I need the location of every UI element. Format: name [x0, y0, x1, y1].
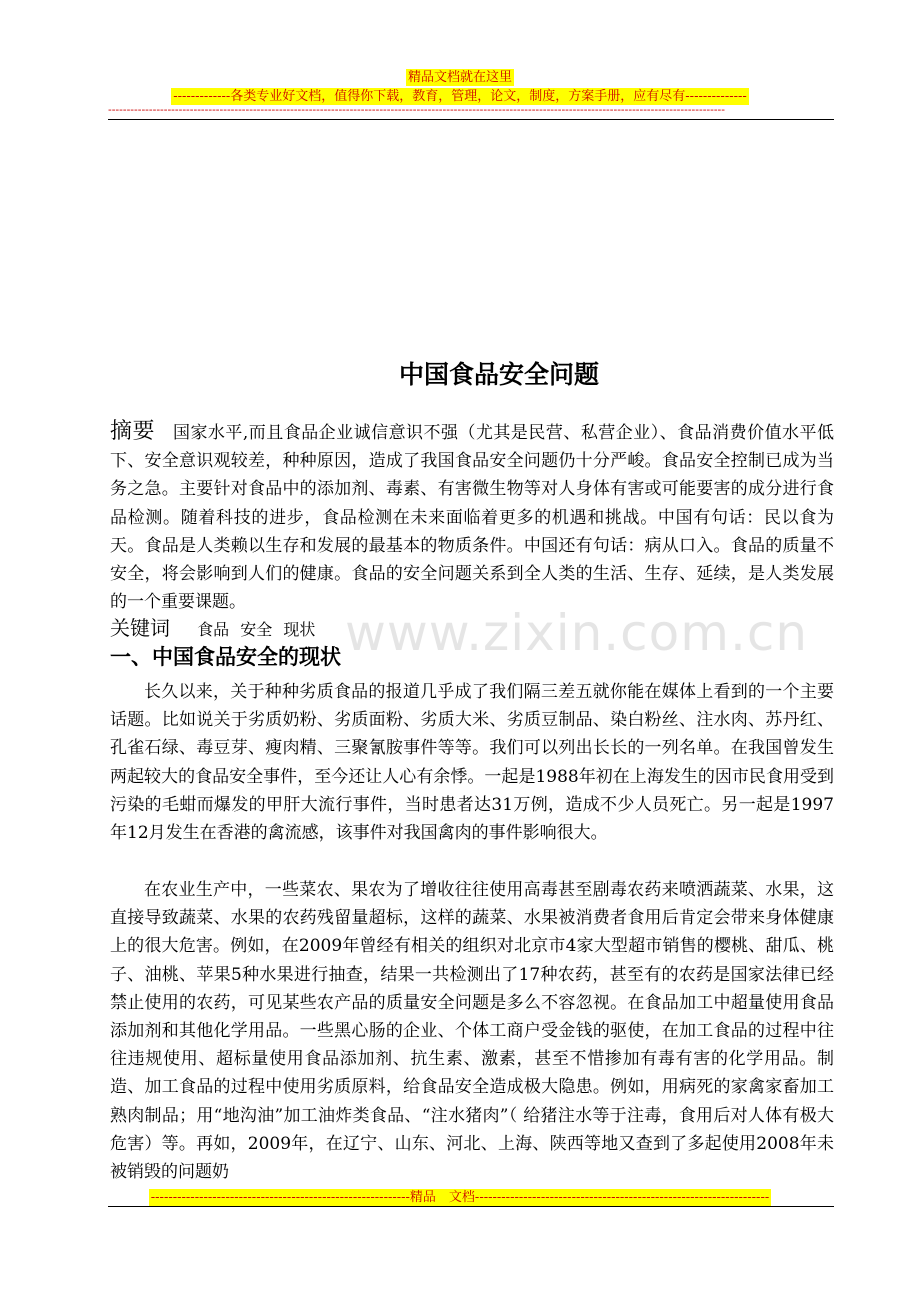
keywords-block	[110, 614, 321, 644]
abstract-label: 摘要	[110, 419, 155, 444]
footer-banner	[0, 1186, 920, 1206]
section-heading: 一、中国食品安全的现状	[110, 645, 341, 669]
header-title-text: 精品文档就在这里	[407, 70, 512, 85]
keyword-item: 现状	[283, 620, 316, 639]
abstract-text: 国家水平,而且食品企业诚信意识不强（尤其是民营、私营企业）、食品消费价值水平低下、安全意识观较差，种种原因，造成了我国食品安全问题仍十分严峻。食品安全控制已成为当 务之急。主要针对食品中的添加剂、毒素、有害微生物等对人身体有害或可能要害的成分进行食品检测。随着科技的进步，食品检测在未来面临着更多的机遇和挑战。中国有句话：民以食为天。食品是人类赖以生存和发展的最基本的物质条件。中国还有句话：病从口入。食品的质量不安全，将会影响到人们的健康。食品的安全问题关系到全人类的生活、生存、延续，是人类发展的一个重要课题。	[110, 423, 851, 613]
keywords-label: 关键词	[110, 616, 170, 640]
keyword-item: 食品	[197, 620, 230, 639]
paragraph-text: 在农业生产中，一些菜农、果农为了增收往往使用高毒甚至剧毒农药来喷洒蔬菜、水果，这直接导致蔬菜、水果的农药残留量超标，这样的蔬菜、水果被消费者食用后肯定会带来身体健康上的很大危害。例如，在2009年曾经有相关的组织对北京市4家大型超市销售的樱桃、甜瓜、桃子、油桃、苹果5种水果进行抽查，结果一共检测出了17种农药，甚至有的农药是国家法律已经禁止使用的农药，可见某些农产品的质量安全问题是多么不容忽视。在食品加工中超量使用食品添加剂和其他化学用品。一些黑心肠的企业、个体工商户受金钱的驱使，在加工食品的过程中往往违规使用、超标量使用食品添加剂、抗生素、激素，甚至不惜掺加有毒有害的化学用品。制造、加工食品的过程中使用劣质原料，给食品安全造成极大隐患。例如，用病死的家禽家畜加工熟肉制品；用“地沟油”加工油炸类食品、“注水猪肉”（ 给猪注水等于注毒，食用后对人体有极大危害）等。再如，2009年，在辽宁、山东、河北、上海、陕西等地又查到了多起使用2008年未被销毁的问题奶	[110, 880, 834, 1183]
header-subtitle-text: -------------各类专业好文档，值得你下载，教育，管理，论文，制度，方案手册，应有尽有--------------	[173, 89, 747, 104]
header-dash-line: ----------------------------------------------------------------------------------------------------------------------------------------------------------------------	[108, 103, 725, 116]
paragraph-text: 长久以来，关于种种劣质食品的报道几乎成了我们隔三差五就你能在媒体上看到的一个主要话题。比如说关于劣质奶粉、劣质面粉、劣质大米、劣质豆制品、染白粉丝、注水肉、苏丹红、孔雀石绿、毒豆芽、瘦肉精、三聚氰胺事件等等。我们可以列出长长的一列名单。在我国曾发生两起较大的食品安全事件，至今还让人心有余悸。一起是1988年初在上海发生的因市民食用受到污染的毛蚶而爆发的甲肝大流行事件，当时患者达31万例，造成不少人员死亡。另一起是1997年12月发生在香港的禽流感，该事件对我国禽肉的事件影响很大。	[110, 682, 834, 844]
watermark: www.zixin.com.cn	[345, 604, 809, 662]
paragraph-2	[110, 876, 834, 1186]
header-banner-title	[0, 66, 920, 86]
paragraph-1	[110, 678, 834, 847]
footer-divider	[108, 1206, 834, 1207]
header-banner-subtitle	[0, 85, 920, 105]
keyword-item: 安全	[240, 620, 273, 639]
document-title: 中国食品安全问题	[398, 360, 599, 389]
header-divider	[108, 119, 834, 120]
abstract-block	[110, 418, 851, 616]
footer-text: -----------------------------------------------------------精品 文档-------------------------------------------------------------------	[150, 1190, 770, 1205]
